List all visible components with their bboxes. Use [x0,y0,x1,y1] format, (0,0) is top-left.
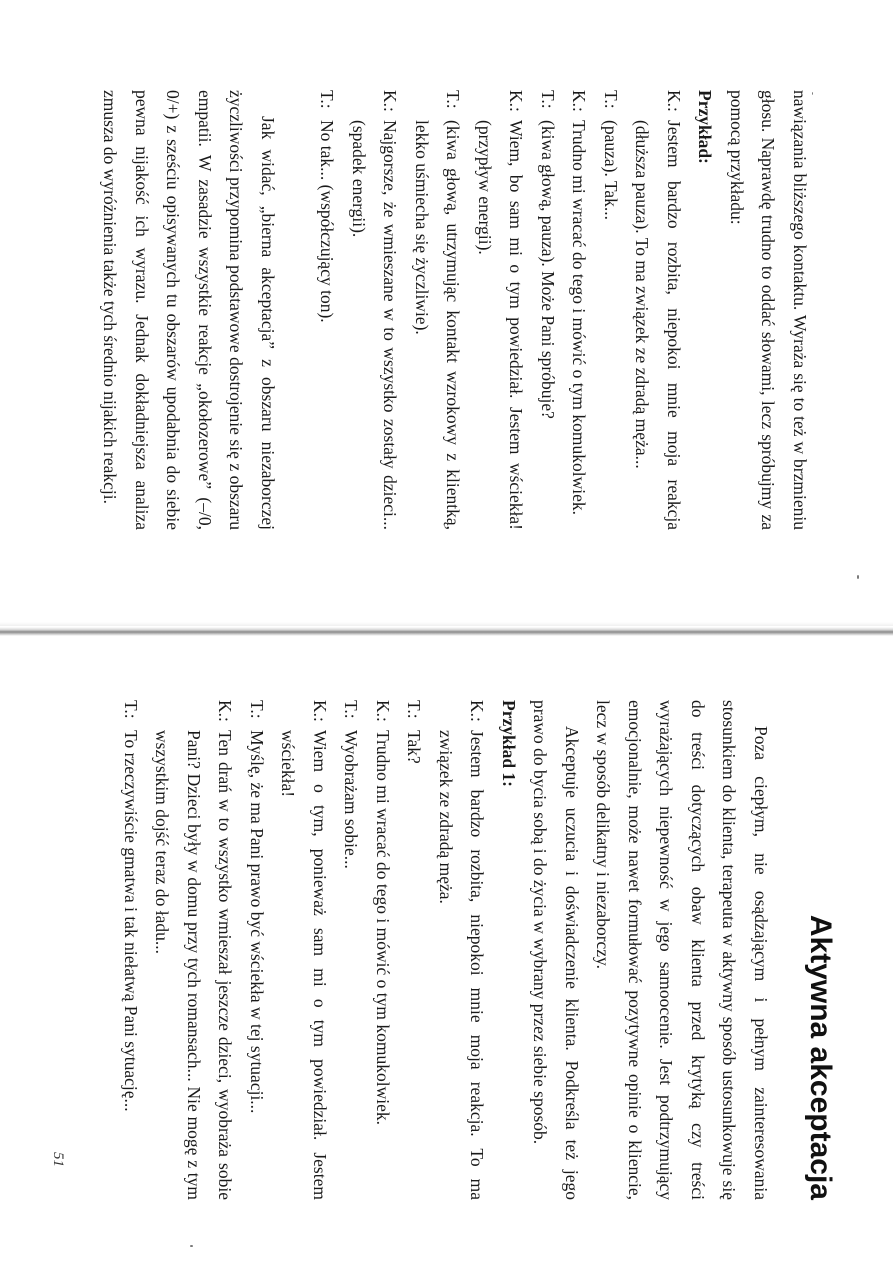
dialogue-line [398,700,430,1200]
dialogue-line [430,700,493,1200]
dialogue-text: Wiem o tym, ponieważ sam mi o tym powiedział. Jestem wściekła! [278,730,330,1200]
speaker-label: K.: [373,700,393,722]
dialogue-text: Trudno mi wracać do tego i mówić o tym komukolwiek. [373,730,393,1125]
body-paragraph: Akceptuje uczucia i doświadczenie klienta. Podkreśla też jego prawo do bycia sobą i do życia w wybrany przez siebie sposób. [530,700,582,1200]
dialogue-line [343,90,406,530]
book-spine-fold [0,627,893,636]
speaker-label: K.: [569,90,590,112]
dialogue-line [146,700,241,1200]
left-book-page [100,90,815,530]
speaker-label: T.: [121,700,141,719]
dialogue-text: Najgorsze, że wmieszane w to wszystko zostały dzieci... (spadek energii). [349,120,401,530]
speaker-label: K.: [380,90,401,112]
page-fold-shadow [0,622,893,626]
speaker-label: K.: [215,700,236,722]
speaker-label: T.: [317,90,338,109]
example-dialogue [115,700,493,1200]
dialogue-text: Myślę, że ma Pani prawo być wściekła w tej sytuacji... [247,730,267,1114]
page-number: 51 [50,1152,66,1167]
dialogue-line [115,700,147,1200]
example-heading: Przykład: [695,90,716,164]
dialogue-text: Wyobrażam sobie... [341,730,362,869]
example-heading: Przykład 1: [499,700,519,788]
scan-speck [190,1245,193,1247]
speaker-label: T.: [404,700,425,719]
right-book-page [121,700,840,1200]
dialogue-line [563,90,595,530]
body-paragraph: Poza ciepłym, nie osądzającym i pełnym zainteresowania stosunkiem do klienta, terapeuta w aktywny sposób ustosunkowuje się do treści dotyczących obaw klienta przed krytyką czy treści wyrażających niepewność w jego samoocenie. Jest podtrzymujący emocjonalnie, może nawet formułować pozytywne opinie o kliencie, lecz w sposób delikatny i niezaborczy. [593,700,771,1200]
dialogue-line [532,90,564,530]
dialogue-text: (kiwa głową, utrzymując kontakt wzrokowy z klientką, lekko uśmiecha się życzliwie). [412,120,464,530]
speaker-label: K.: [467,700,488,722]
intro-paragraph: nawiązania bliższego kontaktu. Wyraża się to też w brzmieniu głosu. Naprawdę trudno to oddać słowami, lecz spróbujmy za pomocą przykładu: [727,90,810,530]
dialogue-line [469,90,532,530]
spacer [283,90,311,530]
closing-paragraph: Jak widać, „bierna akceptacja” z obszaru niezaborczej życzliwości przypomina podstawowe dostrojenie się z obszaru empatii. W zasadzie wszystkie reakcje „okołozerowe” (–/0, 0/+) z sześciu opisywanych tu obszarów upodabnia do siebie pewna nijakość ich wyrazu. Jednak dokładniejsza analiza zmusza do wyróżnienia także tych średnio nijakich reakcji. [100,90,278,530]
dialogue-text: Trudno mi wracać do tego i mówić o tym komukolwiek. [569,120,590,515]
dialogue-line [367,700,399,1200]
dialogue-text: (kiwa głową, pauza). Może Pani spróbuje? [538,120,558,419]
dialogue-text: Tak? [404,730,425,764]
speaker-label: T.: [601,90,621,109]
speaker-label: T.: [443,90,464,109]
speaker-label: T.: [341,700,362,719]
dialogue-text: No tak... (współczujący ton). [317,120,338,323]
dialogue-line [335,700,367,1200]
dialogue-text: To rzeczywiście gmatwa i tak niełatwą Pani sytuację... [121,730,141,1112]
dialogue-text: Wiem, bo sam mi o tym powiedział. Jestem wściekła! (przypływ energii). [475,120,527,530]
dialogue-text: Jestem bardzo rozbita, niepokoi mnie moja reakcja. To ma związek ze zdradą męża. [436,730,488,1200]
speaker-label: K.: [664,90,684,112]
speaker-label: T.: [538,90,558,109]
dialogue-text: Jestem bardzo rozbita, niepokoi mnie moja reakcja (dłuższa pauza). To ma związek ze zdradą męża... [632,120,684,530]
example-dialogue [311,90,689,530]
dialogue-line [272,700,335,1200]
section-title: Aktywna akceptacja [804,914,837,1200]
dialogue-line [595,90,627,530]
speaker-label: K.: [506,90,527,112]
scan-speck [857,575,859,579]
dialogue-text: (pauza). Tak... [601,120,621,221]
dialogue-line [241,700,273,1200]
speaker-label: T.: [247,700,267,719]
dialogue-line [311,90,343,530]
dialogue-line [406,90,469,530]
dialogue-text: Ten drań w to wszystko wmieszał jeszcze dzieci, wyobraża sobie Pani? Dzieci były w domu przy tych romansach... Nie mogę z tym wszystkim dojść teraz do ładu... [152,730,236,1200]
dialogue-line [626,90,689,530]
speaker-label: K.: [310,700,330,722]
